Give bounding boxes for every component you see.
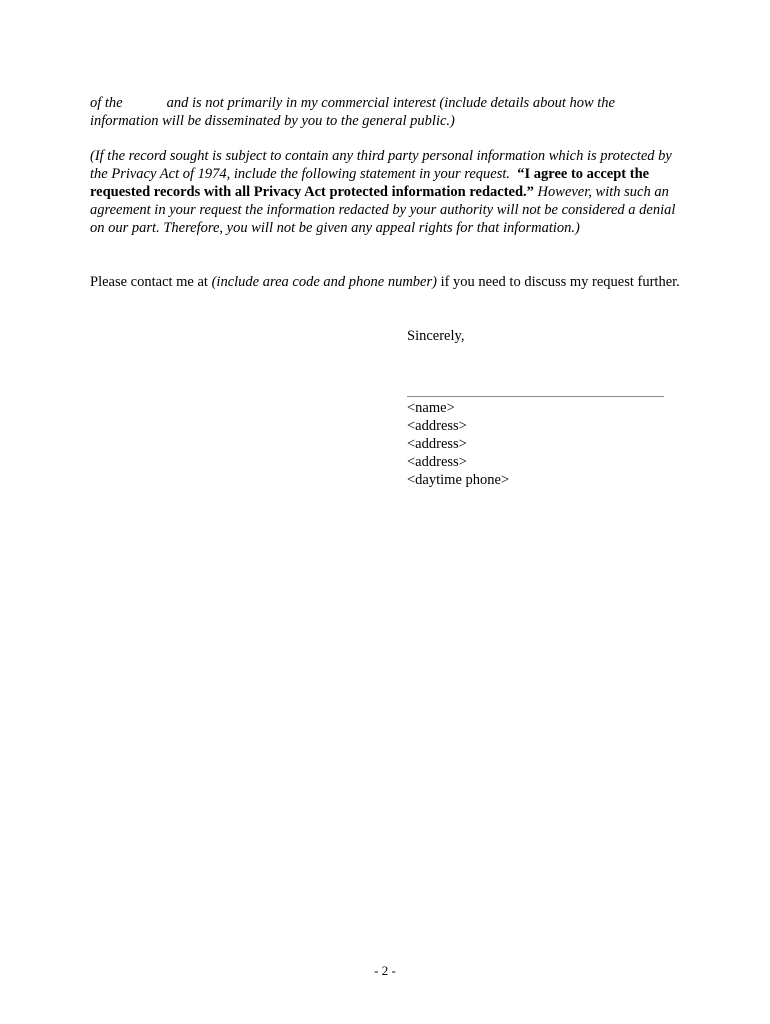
signature-details [407,399,665,489]
signer-daytime-phone: <daytime phone> [407,472,510,488]
paragraph1-body: and is not primarily in my commercial interest (include details about how the information will be disseminated by you to the general public.) [90,95,615,129]
commercial-interest-paragraph [90,94,680,130]
paragraph1-lead: of the [90,95,123,111]
phone-placeholder: (include area code and phone number) [211,274,437,290]
signer-address-line-1: <address> [407,418,467,434]
page-number: - 2 - [374,963,396,978]
closing-salutation: Sincerely, [407,328,465,344]
contact-text-before: Please contact me at [90,274,208,290]
privacy-intro-text: (If the record sought is subject to contain any third party personal information which is protected by the Privacy Act of 1974, include the following statement in your request. [90,148,672,182]
privacy-act-paragraph [90,147,680,237]
signature-line [407,396,664,397]
contact-paragraph [90,273,680,291]
privacy-agreement-statement: “I agree to accept the requested records with all Privacy Act protected information redacted.” [90,166,650,200]
signer-address-line-2: <address> [407,436,467,452]
signer-address-line-3: <address> [407,454,467,470]
contact-text-after: if you need to discuss my request further. [440,274,680,290]
signer-name: <name> [407,400,455,416]
privacy-disclaimer-text: However, with such an agreement in your request the information redacted by your authority will not be considered a denial on our part. Therefore, you will not be given any appeal rights for that information.) [90,184,676,236]
